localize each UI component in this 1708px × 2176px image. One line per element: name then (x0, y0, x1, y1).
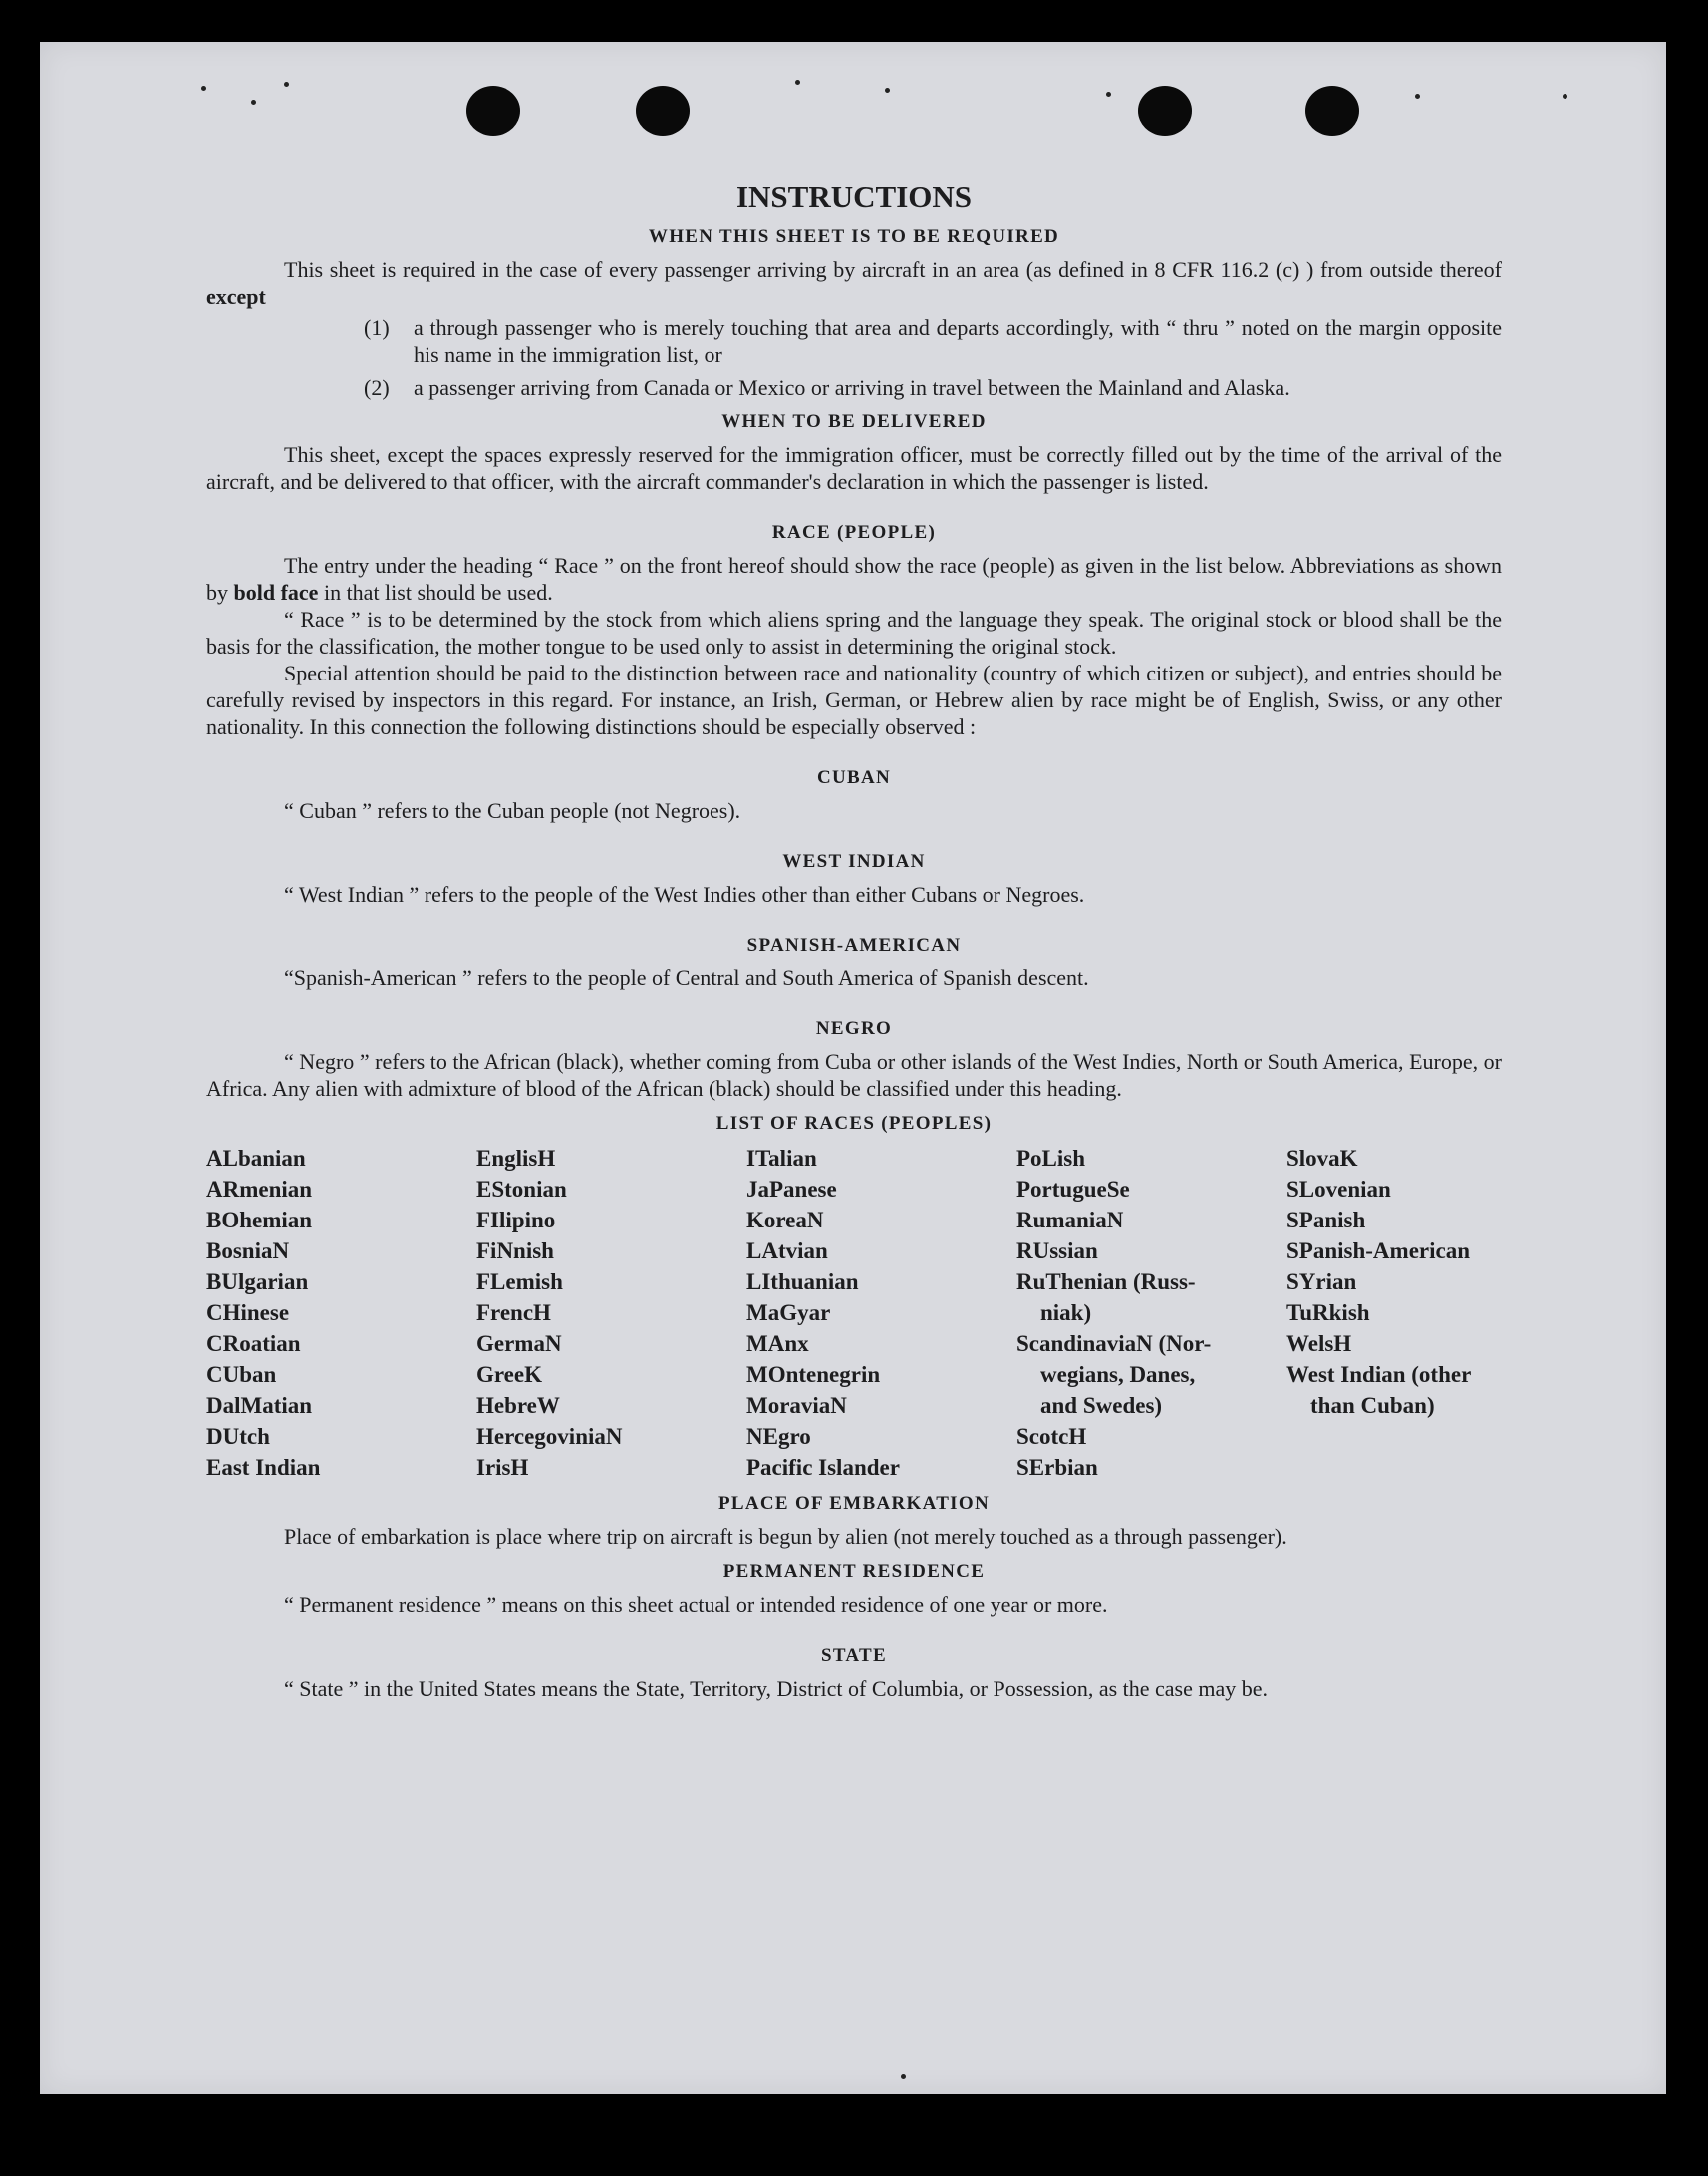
required-intro-emphasis: except (206, 284, 266, 309)
race-item: SErbian (1016, 1455, 1098, 1480)
race-item: ALbanian (206, 1146, 306, 1171)
race-item: ScandinaviaN (Nor- (1016, 1331, 1212, 1356)
spanish-american-text: “Spanish-American ” refers to the people of Central and South America of Spanish descent. (284, 965, 1089, 990)
race-item: MaGyar (746, 1300, 831, 1325)
race-paragraph-1 (206, 552, 1502, 606)
race-paragraph-2: “ Race ” is to be determined by the stock from which aliens spring and the language they speak. The original stock or blood shall be the basis for the classification, the mother tongue to be used only to assist in determining the original stock. (206, 607, 1502, 659)
section-heading-delivered: WHEN TO BE DELIVERED (721, 411, 987, 432)
race-list (206, 1143, 1502, 1483)
required-intro-text: This sheet is required in the case of every passenger arriving by aircraft in an area (as defined in 8 CFR 116.2 (c) ) from outside thereof (284, 257, 1502, 282)
race-item: SPanish (1286, 1208, 1366, 1232)
exception-item (364, 314, 1502, 368)
west-indian-text: “ West Indian ” refers to the people of the West Indies other than either Cubans or Negroes. (284, 882, 1085, 907)
residence-text: “ Permanent residence ” means on this sheet actual or intended residence of one year or more. (284, 1592, 1108, 1617)
section-heading-list-of-races: LIST OF RACES (PEOPLES) (715, 1113, 993, 1134)
race-item: CHinese (206, 1300, 290, 1325)
race-item: SLovenian (1286, 1177, 1391, 1202)
required-intro (206, 256, 1502, 310)
race-item: SPanish-American (1286, 1238, 1470, 1263)
race-paragraph-3: Special attention should be paid to the distinction between race and nationality (country of which citizen or subject), and entries should be carefully revised by inspectors in this regard. For instance, an Irish, German, or Hebrew alien by race might be of English, Swiss, or any other nationality. In this connection the following distinctions should be especially observed : (206, 661, 1502, 739)
race-column (1016, 1143, 1286, 1483)
race-item: RUssian (1016, 1238, 1098, 1263)
race-item: FIlipino (476, 1208, 556, 1232)
race-item: BosniaN (206, 1238, 290, 1263)
race-item: MOntenegrin (746, 1362, 881, 1387)
race-item: CRoatian (206, 1331, 301, 1356)
race-item: EnglisH (476, 1146, 556, 1171)
section-heading-west-indian: WEST INDIAN (782, 851, 926, 872)
punch-hole (1305, 86, 1359, 136)
race-item: ScotcH (1016, 1424, 1087, 1449)
section-heading-embarkation: PLACE OF EMBARKATION (718, 1494, 990, 1514)
race-item: RumaniaN (1016, 1208, 1124, 1232)
race-column (746, 1143, 1016, 1483)
section-heading-state: STATE (821, 1645, 887, 1666)
race-item: CUban (206, 1362, 277, 1387)
race-item: DalMatian (206, 1393, 313, 1418)
punch-hole (1138, 86, 1192, 136)
race-item: LIthuanian (746, 1269, 859, 1294)
race-p1-before: The entry under the heading “ Race ” on the front hereof should show the race (people) as given in the list below. Abbreviations as shown by (206, 553, 1502, 605)
speck (284, 82, 289, 87)
exception-number: (2) (364, 375, 390, 400)
race-item-continued: than Cuban) (1310, 1393, 1435, 1418)
race-item: MAnx (746, 1331, 809, 1356)
race-column (206, 1143, 476, 1483)
instructions-content (206, 179, 1502, 1702)
race-item: BOhemian (206, 1208, 313, 1232)
state-text: “ State ” in the United States means the State, Territory, District of Columbia, or Possession, as the case may be. (284, 1676, 1269, 1701)
section-heading-residence: PERMANENT RESIDENCE (722, 1561, 986, 1582)
section-heading-cuban: CUBAN (816, 767, 892, 788)
race-item: East Indian (206, 1455, 321, 1480)
race-item: KoreaN (746, 1208, 824, 1232)
race-item: Pacific Islander (746, 1455, 900, 1480)
race-item: EStonian (476, 1177, 567, 1202)
race-item: PoLish (1016, 1146, 1086, 1171)
speck (901, 2074, 906, 2079)
cuban-text: “ Cuban ” refers to the Cuban people (not Negroes). (284, 798, 741, 823)
race-item: RuThenian (Russ- (1016, 1269, 1196, 1294)
race-item: NEgro (746, 1424, 811, 1449)
race-item: IrisH (476, 1455, 529, 1480)
race-item: HercegoviniaN (476, 1424, 623, 1449)
speck (251, 100, 256, 105)
exception-item (364, 374, 1502, 401)
punch-hole (466, 86, 520, 136)
speck (1415, 94, 1420, 99)
race-item: FiNnish (476, 1238, 554, 1263)
exception-number: (1) (364, 315, 390, 340)
embarkation-text: Place of embarkation is place where trip on aircraft is begun by alien (not merely touched as a through passenger). (284, 1524, 1287, 1549)
race-column (476, 1143, 746, 1483)
race-item: WelsH (1286, 1331, 1352, 1356)
speck (795, 80, 800, 85)
punch-hole (636, 86, 690, 136)
race-item: MoraviaN (746, 1393, 847, 1418)
race-item: SlovaK (1286, 1146, 1358, 1171)
race-p1-after: in that list should be used. (323, 580, 553, 605)
speck (201, 86, 206, 91)
speck (1106, 92, 1111, 97)
race-item: GreeK (476, 1362, 542, 1387)
race-item: SYrian (1286, 1269, 1357, 1294)
race-column (1286, 1143, 1502, 1483)
race-item: LAtvian (746, 1238, 828, 1263)
race-item-continued: and Swedes) (1040, 1393, 1163, 1418)
race-item-continued: wegians, Danes, (1040, 1362, 1196, 1387)
race-item: ITalian (746, 1146, 817, 1171)
negro-text: “ Negro ” refers to the African (black), whether coming from Cuba or other islands of the West Indies, North or South America, Europe, or Africa. Any alien with admixture of blood of the African (black) should be classified under this heading. (206, 1049, 1502, 1101)
delivered-text: This sheet, except the spaces expressly reserved for the immigration officer, must be correctly filled out by the time of the arrival of the aircraft, and be delivered to that officer, with the aircraft commander's declaration in which the passenger is listed. (206, 442, 1502, 494)
race-item: FLemish (476, 1269, 563, 1294)
section-heading-required: WHEN THIS SHEET IS TO BE REQUIRED (648, 226, 1060, 247)
race-item: ARmenian (206, 1177, 313, 1202)
section-heading-spanish-american: SPANISH-AMERICAN (746, 935, 962, 955)
race-p1-bold: bold face (233, 580, 319, 605)
exception-text: a through passenger who is merely touching that area and departs accordingly, with “ thru ” noted on the margin opposite his name in the immigration list, or (414, 315, 1502, 367)
race-item: HebreW (476, 1393, 560, 1418)
race-item-continued: niak) (1040, 1300, 1092, 1325)
race-item: FrencH (476, 1300, 551, 1325)
race-item: PortugueSe (1016, 1177, 1130, 1202)
page-title: INSTRUCTIONS (735, 179, 972, 214)
race-item: BUlgarian (206, 1269, 309, 1294)
section-heading-race: RACE (PEOPLE) (771, 522, 937, 543)
speck (1563, 94, 1567, 99)
race-item: TuRkish (1286, 1300, 1370, 1325)
speck (885, 88, 890, 93)
section-heading-negro: NEGRO (815, 1018, 893, 1039)
race-item: GermaN (476, 1331, 562, 1356)
race-item: JaPanese (746, 1177, 837, 1202)
race-item: DUtch (206, 1424, 270, 1449)
race-item: West Indian (other (1286, 1362, 1472, 1387)
exception-text: a passenger arriving from Canada or Mexico or arriving in travel between the Mainland and Alaska. (414, 375, 1290, 400)
